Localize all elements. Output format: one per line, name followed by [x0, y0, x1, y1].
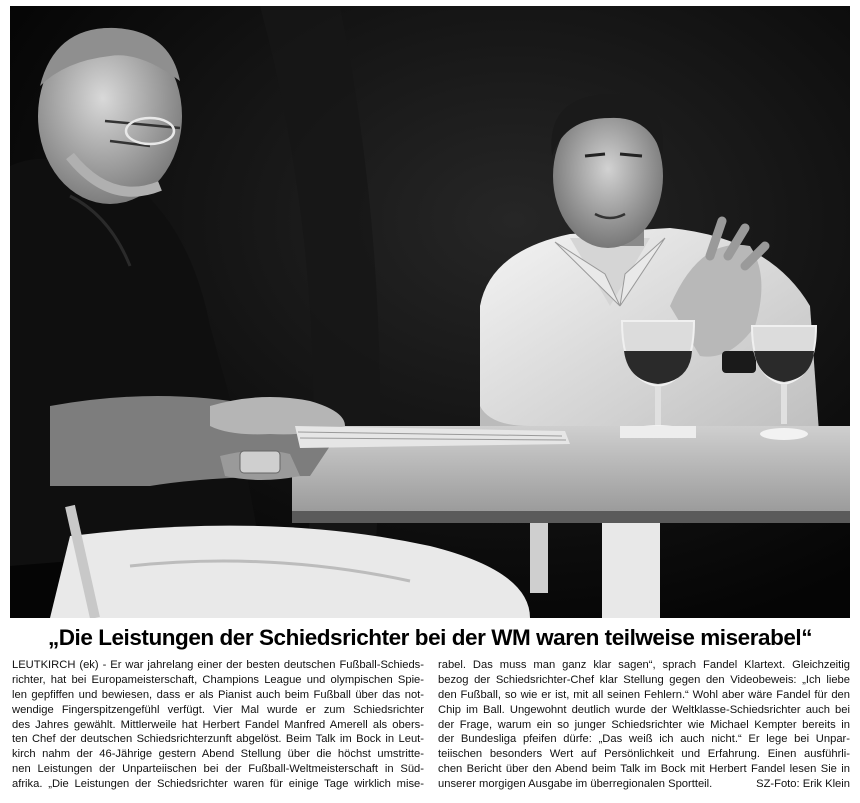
- headline: „Die Leistungen der Schiedsrichter bei der WM waren teilweise miserabel“: [47, 625, 813, 650]
- news-photo: [10, 6, 850, 618]
- article-column-right: [438, 658, 850, 792]
- article-line: den Fußball, so wie er ist, mit all seinen Fehlern.“ Wohl aber wäre Fandel für den: [438, 688, 850, 701]
- article-line: len gepfiffen und bewiesen, dass er als Pianist auch beim Fußball über das not-: [12, 688, 424, 701]
- article-column-left: [12, 658, 424, 792]
- article-line: richter, hat bei Europameisterschaft, Champions League und olympischen Spie-: [12, 673, 424, 686]
- article-line: chen Bericht über den Abend beim Talk im Bock mit Herbert Fandel lesen Sie in: [438, 763, 850, 776]
- photo-credit: SZ-Foto: Erik Klein: [756, 778, 850, 791]
- article-line: ten Chef der deutschen Schiedsrichterzunft abgelöst. Beim Talk im Bock in Leut-: [12, 733, 424, 746]
- article-line: Chip im Ball. Ungewohnt deutlich wurde der Weltklasse-Schiedsrichter auch bei: [438, 703, 850, 716]
- article-line: bezog der Schiedsrichter-Chef klar Stellung gegen den Videobeweis: „Ich liebe: [438, 673, 850, 686]
- article-line: rabel. Das muss man ganz klar sagen“, sprach Fandel Klartext. Gleichzeitig: [438, 659, 850, 671]
- article-line: LEUTKIRCH (ek) - Er war jahrelang einer der besten deutschen Fußball-Schieds-: [12, 659, 424, 671]
- article-line: der Bundesliga pfeifen dürfe: „Das weiß ich auch nicht.“ Er lege bei Unpar-: [438, 733, 850, 746]
- article-line: der Frage, warum ein so junger Schiedsrichter wie Michael Kempter bereits in: [438, 718, 850, 731]
- article-line: des Jahres gewählt. Mittlerweile hat Herbert Fandel Manfred Amerell als obers-: [12, 718, 424, 731]
- article-line: teiischen besonders Wert auf Persönlichkeit und Erfahrung. Einen ausführli-: [438, 748, 850, 761]
- last-line-with-credit: [438, 777, 850, 792]
- article-line: afrika. „Die Leistungen der Schiedsrichter waren für einige Tage wirklich mise-: [12, 778, 424, 791]
- article-line: nen Leistungen der Unparteiischen bei der Fußball-Weltmeisterschaft in Süd-: [12, 763, 424, 776]
- article-line: wendige Fingerspitzengefühl verfügt. Vier Mal wurde er zum Schiedsrichter: [12, 703, 424, 716]
- article-body: [12, 658, 850, 798]
- article-line: kirch nahm der 46-Jährige gestern Abend Stellung über die höchst umstritte-: [12, 748, 424, 761]
- article-line: unserer morgigen Ausgabe im überregionalen Sportteil.: [438, 778, 713, 791]
